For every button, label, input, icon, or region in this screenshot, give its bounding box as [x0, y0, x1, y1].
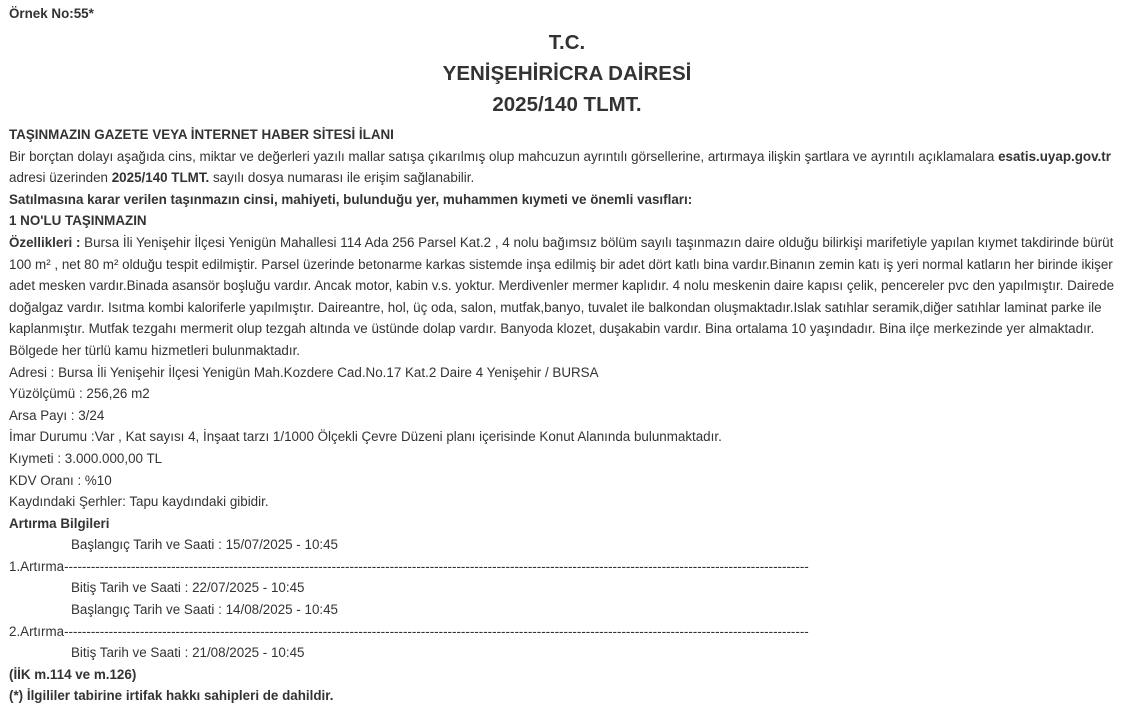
artirma-1-bitis: Bitiş Tarih ve Saati : 22/07/2025 - 10:45 [71, 580, 305, 596]
yuzolcumu: Yüzölçümü : 256,26 m2 [9, 386, 150, 402]
footer-note: (*) İlgililer tabirine irtifak hakkı sahipleri de dahildir. [9, 688, 334, 704]
satis-heading: Satılmasına karar verilen taşınmazın cinsi, mahiyeti, bulunduğu yer, muhammen kıymeti ve önemli vasıfları: [9, 191, 693, 207]
intro-text-1: Bir borçtan dolayı aşağıda cins, miktar ve değerleri yazılı mallar satışa çıkarılmış olup mahcuzun ayrıntılı görsellerine, artırmaya ilişkin şartlara ve ayrıntılı açıklamalara [9, 148, 999, 164]
artirma-1-baslangic: Başlangıç Tarih ve Saati : 15/07/2025 - 10:45 [71, 537, 339, 553]
artirma-round-2 [9, 599, 1125, 664]
ozellikler-label: Özellikleri : [9, 234, 85, 250]
header-icra-dairesi: YENİŞEHİRİCRA DAİRESİ [442, 62, 692, 85]
artirma-round-1 [9, 534, 1125, 599]
artirma-1-divider: ----------------------------------------------------------------------------------------------------------------------------------------------------------------------- [64, 558, 809, 574]
iik-reference: (İİK m.114 ve m.126) [9, 666, 137, 682]
ilan-title: TAŞINMAZIN GAZETE VEYA İNTERNET HABER SİTESİ İLANI [9, 127, 394, 142]
kayit-serhler: Kaydındaki Şerhler: Tapu kaydındaki gibidir. [9, 494, 269, 510]
imar-durumu: İmar Durumu :Var , Kat sayısı 4, İnşaat tarzı 1/1000 Ölçekli Çevre Düzeni planı içerisinde Konut Alanında bulunmaktadır. [9, 429, 722, 445]
artirma-1-row [9, 556, 809, 578]
header-block [9, 27, 1125, 120]
intro-dosya-no: 2025/140 TLMT. [111, 170, 210, 186]
intro-text-2: adresi üzerinden [9, 170, 112, 186]
kdv-orani: KDV Oranı : %10 [9, 472, 112, 488]
ozellikler-text: Bursa İli Yenişehir İlçesi Yenigün Mahallesi 114 Ada 256 Parsel Kat.2 , 4 nolu bağımsız bölüm sayılı taşınmazın daire olduğu bilirkişi marifetiyle yapılan kıymet takdirinde bürüt 100 m² , net 80 m² olduğu tespit edilmiştir. Parsel üzerinde betonarme karkas sistemde inşa edilmiş bir adet dört katlı bina vardır.Binanın zemin katı iş yeri normal katların her birinde ikişer adet mesken vardır.Binada asansör boşluğu vardır. Ancak motor, kabin v.s. yoktur. Merdivenler mermer kaplıdır. 4 nolu meskenin daire kapısı çelik, pencereler pvc den yapılmıştır. Dairede doğalgaz vardır. Isıtma kombi kaloriferle yapılmıştır. Daireantre, hol, üç oda, salon, mutfak,banyo, tuvalet ile balkondan oluşmaktadır.Islak satıhlar seramik,diğer satıhlar laminat parke ile kaplanmıştır. Mutfak tezgahı mermerit olup tezgah altında ve üstünde dolap vardır. Banyoda klozet, duşakabin vardır. Bina ortalama 10 yaşındadır. Bina ilçe merkezinde yer almaktadır. Bölgede her türlü kamu hizmetleri bulunmaktadır. [9, 234, 1115, 358]
esatis-site: esatis.uyap.gov.tr [998, 148, 1111, 164]
artirma-title: Artırma Bilgileri [9, 515, 110, 531]
arsa-payi: Arsa Payı : 3/24 [9, 407, 105, 423]
ozellikler-paragraph [9, 232, 1119, 362]
header-tc: T.C. [548, 31, 586, 54]
intro-paragraph [9, 146, 1119, 189]
artirma-2-divider: ----------------------------------------------------------------------------------------------------------------------------------------------------------------------- [64, 623, 809, 639]
header-dosya-no: 2025/140 TLMT. [492, 93, 642, 116]
artirma-2-label: 2.Artırma [9, 623, 65, 639]
artirma-1-label: 1.Artırma [9, 558, 65, 574]
adres: Adresi : Bursa İli Yenişehir İlçesi Yenigün Mah.Kozdere Cad.No.17 Kat.2 Daire 4 Yenişehir / BURSA [9, 364, 599, 380]
artirma-2-row [9, 621, 809, 643]
artirma-2-baslangic: Başlangıç Tarih ve Saati : 14/08/2025 - 10:45 [71, 602, 339, 618]
ornek-no: Örnek No:55* [9, 6, 94, 21]
tasinmaz-no: 1 NO'LU TAŞINMAZIN [9, 213, 147, 229]
artirma-2-bitis: Bitiş Tarih ve Saati : 21/08/2025 - 10:45 [71, 645, 305, 661]
intro-text-3: sayılı dosya numarası ile erişim sağlanabilir. [209, 170, 475, 186]
kiymeti: Kıymeti : 3.000.000,00 TL [9, 450, 163, 466]
